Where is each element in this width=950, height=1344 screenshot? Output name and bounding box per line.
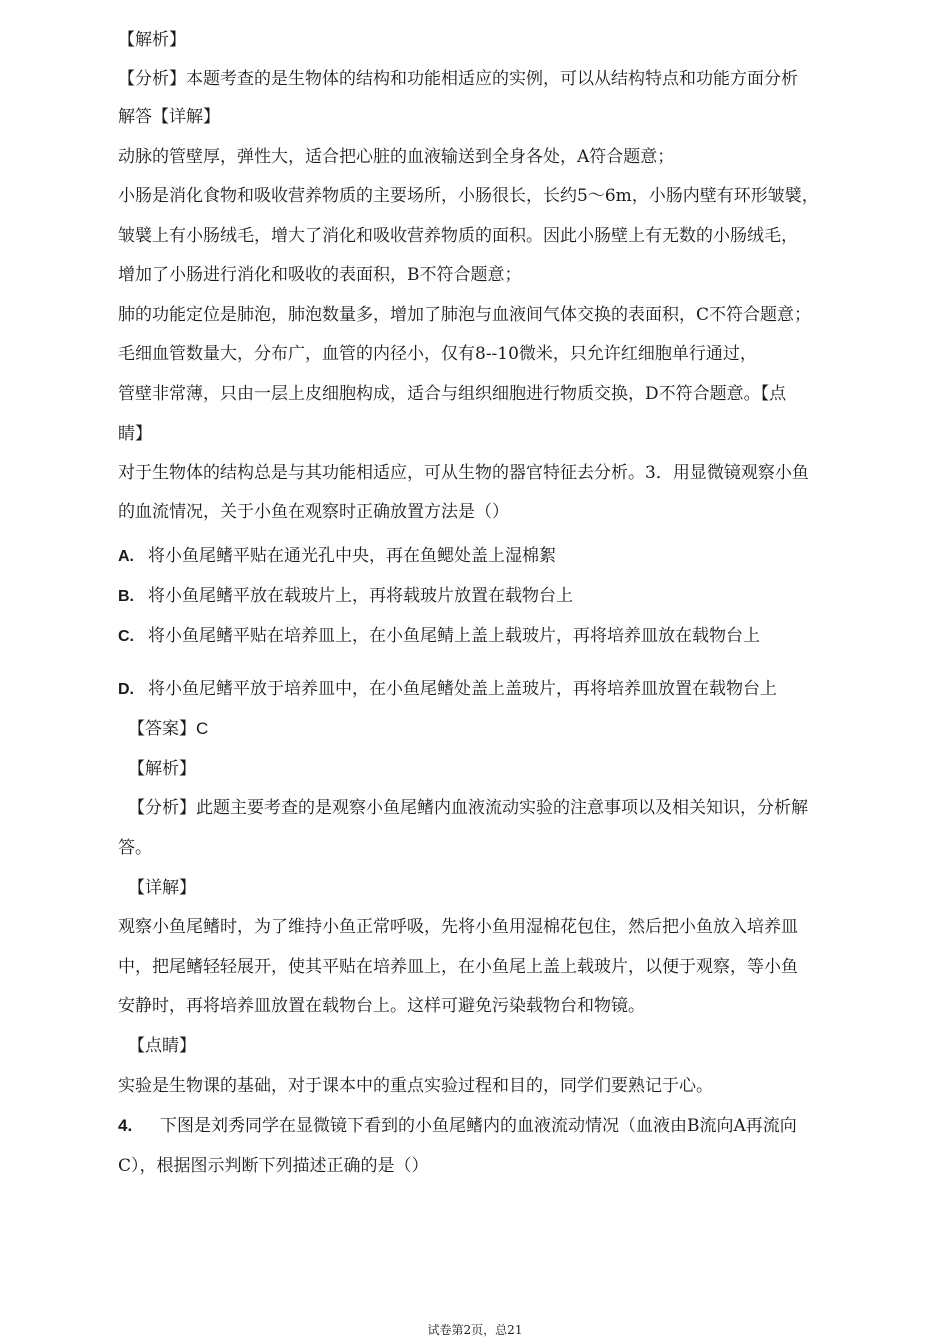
analysis-line: 【分析】本题考查的是生物体的结构和功能相适应的实例，可以从结构特点和功能方面分析 bbox=[118, 69, 798, 89]
jiexi-heading: 【解析】 bbox=[128, 759, 196, 779]
question-4-line bbox=[118, 1114, 797, 1138]
option-d bbox=[118, 677, 777, 702]
detail-line: 中，把尾鳍轻轻展开，使其平贴在培养皿上，在小鱼尾上盖上载玻片，以便于观察，等小鱼 bbox=[118, 957, 798, 977]
analysis-line: 【分析】此题主要考查的是观察小鱼尾鳍内血液流动实验的注意事项以及相关知识，分析解 bbox=[128, 798, 808, 818]
question-text: 下图是刘秀同学在显微镜下看到的小鱼尾鳍内的血液流动情况（血液由B流向A再流向 bbox=[160, 1116, 797, 1136]
detail-line: 增加了小肠进行消化和吸收的表面积，B不符合题意； bbox=[118, 265, 522, 285]
detail-line: 皱襞上有小肠绒毛，增大了消化和吸收营养物质的面积。因此小肠壁上有无数的小肠绒毛， bbox=[118, 226, 798, 246]
answer-label: 【答案】 bbox=[128, 719, 196, 739]
option-label: B. bbox=[118, 588, 134, 605]
option-a bbox=[118, 544, 556, 569]
dianjing-heading: 【点睛】 bbox=[128, 1036, 196, 1056]
detail-line: 安静时，再将培养皿放置在载物台上。这样可避免污染载物台和物镜。 bbox=[118, 996, 645, 1016]
option-text: 将小鱼尾鳍平放在载玻片上，再将载玻片放置在载物台上 bbox=[148, 586, 573, 606]
option-text: 将小鱼尾鳍平贴在培养皿上，在小鱼尾鲭上盖上载玻片，再将培养皿放在载物台上 bbox=[148, 626, 760, 646]
option-label: D. bbox=[118, 681, 134, 698]
option-c bbox=[118, 624, 760, 649]
analysis-line: 答。 bbox=[118, 838, 152, 858]
detail-line: 观察小鱼尾鳍时，为了维持小鱼正常呼吸，先将小鱼用湿棉花包住，然后把小鱼放入培养皿 bbox=[118, 917, 798, 937]
option-text: 将小鱼尼鳍平放于培养皿中，在小鱼尾鳍处盖上盖玻片，再将培养皿放置在载物台上 bbox=[148, 679, 777, 699]
option-b bbox=[118, 584, 573, 609]
analysis-line: 解答【详解】 bbox=[118, 107, 220, 127]
detail-line: 毛细血管数量大，分布广，血管的内径小，仅有8--10微米，只允许红细胞单行通过， bbox=[118, 344, 757, 364]
jiexi-heading: 【解析】 bbox=[118, 30, 186, 50]
detail-line: 小肠是消化食物和吸收营养物质的主要场所，小肠很长，长约5～6m，小肠内壁有环形皱襞， bbox=[118, 186, 819, 206]
option-text: 将小鱼尾鳍平贴在通光孔中央，再在鱼鳃处盖上湿棉絮 bbox=[148, 546, 556, 566]
question-4-line: C），根据图示判断下列描述正确的是（） bbox=[118, 1156, 429, 1176]
detail-line: 肺的功能定位是肺泡，肺泡数量多，增加了肺泡与血液间气体交换的表面积，C不符合题意； bbox=[118, 305, 812, 325]
question-number: 4. bbox=[118, 1116, 133, 1135]
xiangjie-heading: 【详解】 bbox=[128, 878, 196, 898]
detail-line: 动脉的管壁厚，弹性大，适合把心脏的血液输送到全身各处，A符合题意； bbox=[118, 147, 675, 167]
summary-line: 对于生物体的结构总是与其功能相适应，可从生物的器官特征去分析。3．用显微镜观察小鱼 bbox=[118, 463, 809, 483]
option-label: A. bbox=[118, 548, 134, 565]
answer-value: C bbox=[196, 719, 209, 738]
option-label: C. bbox=[118, 628, 134, 645]
dianjing-line: 睛】 bbox=[118, 424, 152, 444]
detail-line: 管壁非常薄，只由一层上皮细胞构成，适合与组织细胞进行物质交换，D不符合题意。【点 bbox=[118, 384, 787, 404]
page-footer: 试卷第2页，总21 bbox=[427, 1323, 523, 1337]
question-3-line: 的血流情况，关于小鱼在观察时正确放置方法是（） bbox=[118, 502, 509, 522]
answer-line bbox=[128, 717, 208, 741]
summary-line: 实验是生物课的基础，对于课本中的重点实验过程和目的，同学们要熟记于心。 bbox=[118, 1076, 713, 1096]
